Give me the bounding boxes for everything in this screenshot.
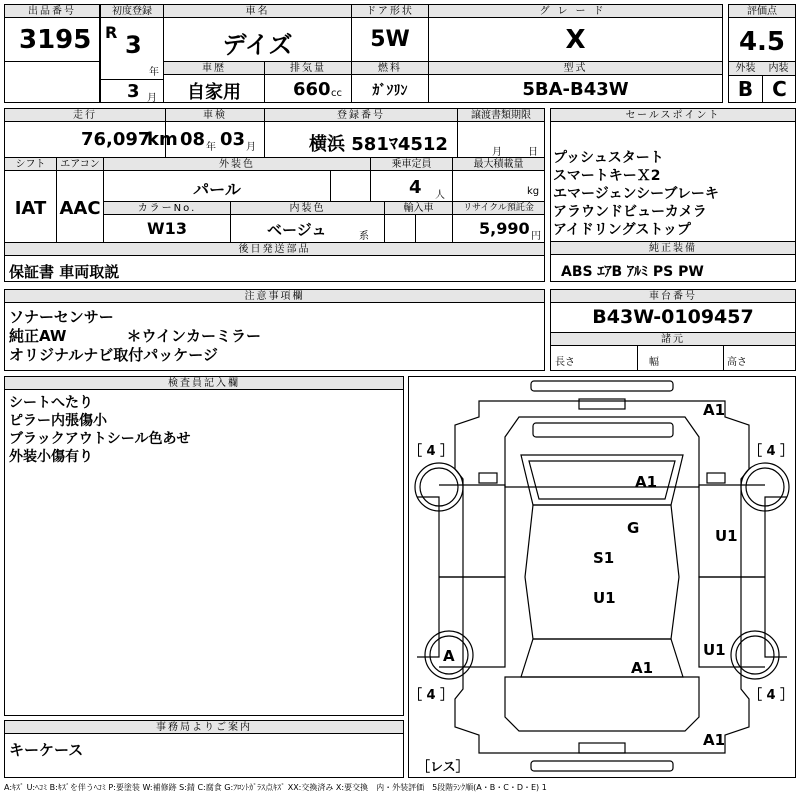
score-int-value: C xyxy=(772,77,787,101)
color-box xyxy=(103,157,371,202)
office-box xyxy=(4,720,404,778)
mark-a1-roof: A1 xyxy=(635,473,658,491)
capacity-value: 4 xyxy=(409,177,422,198)
fuel-box xyxy=(351,61,429,103)
car-name-value: デイズ xyxy=(222,31,293,59)
aircon-label: エアコン xyxy=(57,158,103,171)
max-load-label: 最大積載量 xyxy=(453,158,544,171)
aircon-box xyxy=(56,157,104,243)
later-parts-label: 後日発送部品 xyxy=(5,243,544,256)
inspection-month-unit: 月 xyxy=(246,142,256,153)
max-load-box xyxy=(452,157,545,202)
note-line: ソナーセンサー xyxy=(9,308,114,326)
mark-a1-front: A1 xyxy=(703,401,726,419)
inspector-list xyxy=(9,394,190,466)
mileage-unit: km xyxy=(147,129,178,150)
sales-points-box xyxy=(550,108,796,242)
chassis-value: B43W-0109457 xyxy=(592,306,754,328)
transfer-month-unit: 月 xyxy=(492,147,502,158)
inspection-box xyxy=(165,108,265,158)
tire-rear-right: ［ 4 ］ xyxy=(749,688,794,703)
lot-number-label: 出品番号 xyxy=(5,5,99,18)
mileage-label: 走行 xyxy=(5,109,165,122)
inspection-year: 08 xyxy=(180,129,206,150)
equipment-label: 純正装備 xyxy=(551,242,795,255)
sales-points-list xyxy=(553,149,719,239)
recycle-label: リサイクル預託金 xyxy=(453,202,544,215)
first-registration-box xyxy=(100,4,164,80)
score-ext-value: B xyxy=(737,77,754,101)
mileage-box xyxy=(4,108,178,158)
score-int-label: 内装 xyxy=(762,62,795,76)
recycle-box xyxy=(452,201,545,243)
dims-label: 諸元 xyxy=(551,333,795,346)
import-label: 輸入車 xyxy=(385,202,452,215)
plate-box xyxy=(264,108,458,158)
first-registration-era: R xyxy=(105,23,118,42)
car-diagram xyxy=(409,377,795,777)
history-value: 自家用 xyxy=(187,82,241,103)
fuel-value: ｶﾞｿﾘﾝ xyxy=(372,83,408,99)
mark-a1-bumper: A1 xyxy=(703,731,726,749)
interior-color-label: 内装色 xyxy=(231,202,384,215)
notes-box xyxy=(4,289,545,371)
dims-width: 幅 xyxy=(649,357,659,368)
import-box xyxy=(384,201,453,243)
capacity-unit: 人 xyxy=(435,190,445,201)
displacement-box xyxy=(264,61,352,103)
color-label: 外装色 xyxy=(104,158,370,171)
lot-blank-box xyxy=(4,61,100,103)
grade-value: X xyxy=(565,25,586,55)
mark-u1-right-rear: U1 xyxy=(703,641,726,659)
transfer-box xyxy=(457,108,545,158)
lot-number-box xyxy=(4,4,100,62)
inspection-month: 03 xyxy=(220,129,246,150)
shift-value: IAT xyxy=(14,198,47,219)
displacement-value: 660 xyxy=(293,79,331,100)
score-box xyxy=(728,4,796,62)
inspector-line: ブラックアウトシール色あせ xyxy=(9,431,191,447)
notes-label: 注意事項欄 xyxy=(5,290,544,303)
tire-front-left: ［ 4 ］ xyxy=(409,444,454,459)
capacity-label: 乗車定員 xyxy=(371,158,452,171)
score-value: 4.5 xyxy=(738,27,786,57)
shift-box xyxy=(4,157,57,243)
car-diagram-box xyxy=(408,376,796,778)
notes-list xyxy=(9,308,261,365)
grade-label: グレード xyxy=(429,5,722,18)
interior-color-value: ベージュ xyxy=(267,221,327,239)
model-label: 型式 xyxy=(429,62,722,75)
interior-color-suffix: 系 xyxy=(359,231,369,242)
sales-point-item: エマージェンシーブレーキ xyxy=(553,186,719,202)
max-load-unit: kg xyxy=(527,186,540,197)
lot-number-value: 3195 xyxy=(19,25,92,55)
door-label: ドア形状 xyxy=(352,5,428,18)
sales-point-item: スマートキーＸ2 xyxy=(553,168,661,184)
interior-color-box xyxy=(230,201,385,243)
door-value: 5W xyxy=(370,27,410,52)
first-registration-year: 3 xyxy=(125,31,142,59)
mark-u1-center: U1 xyxy=(593,589,616,607)
tire-spare: ［レス］ xyxy=(417,760,469,775)
mark-a-wheel: A xyxy=(443,647,455,665)
history-box xyxy=(163,61,265,103)
transfer-label: 譲渡書類期限 xyxy=(458,109,544,122)
first-registration-year-unit: 年 xyxy=(149,67,159,78)
color-value: パール xyxy=(193,180,241,199)
shift-label: シフト xyxy=(5,158,56,171)
score-ext-int-box xyxy=(728,61,796,103)
tire-rear-left: ［ 4 ］ xyxy=(409,688,454,703)
transfer-day-unit: 日 xyxy=(528,147,538,158)
color-no-box xyxy=(103,201,231,243)
office-value: キーケース xyxy=(9,741,84,759)
model-box xyxy=(428,61,723,103)
door-box xyxy=(351,4,429,62)
color-no-value: W13 xyxy=(147,219,187,238)
aircon-value: AAC xyxy=(59,198,101,219)
score-label: 評価点 xyxy=(729,5,795,18)
grade-box xyxy=(428,4,723,62)
inspector-line: 外装小傷有り xyxy=(9,449,93,465)
note-line: 純正AW ＊ウインカーミラー xyxy=(9,327,262,345)
dims-length: 長さ xyxy=(555,357,575,368)
chassis-label: 車台番号 xyxy=(551,290,795,303)
inspector-label: 検査員記入欄 xyxy=(5,377,403,390)
model-value: 5BA-B43W xyxy=(522,79,629,100)
mark-a1-rear-panel: A1 xyxy=(631,659,654,677)
plate-label: 登録番号 xyxy=(265,109,457,122)
mileage-value: 76,097 xyxy=(81,129,151,150)
displacement-label: 排気量 xyxy=(265,62,351,75)
note-line: オリジナルナビ取付パッケージ xyxy=(9,346,218,364)
sales-point-item: アイドリングストップ xyxy=(553,222,691,238)
sales-point-item: アラウンドビューカメラ xyxy=(553,204,707,220)
inspector-line: ピラー内張傷小 xyxy=(9,413,107,429)
chassis-box xyxy=(550,289,796,371)
sales-points-label: セールスポイント xyxy=(551,109,795,122)
mark-g: G xyxy=(627,519,640,537)
equipment-value: ABS ｴｱB ｱﾙﾐ PS PW xyxy=(561,264,704,280)
recycle-value: 5,990 xyxy=(479,219,530,238)
tire-front-right: ［ 4 ］ xyxy=(749,444,794,459)
inspection-year-unit: 年 xyxy=(206,142,216,153)
score-ext-label: 外装 xyxy=(729,62,763,76)
office-label: 事務局よりご案内 xyxy=(5,721,403,734)
mark-u1-right-door: U1 xyxy=(715,527,738,545)
displacement-unit: cc xyxy=(331,88,342,99)
inspection-label: 車検 xyxy=(166,109,264,122)
first-registration-month-unit: 月 xyxy=(147,93,157,104)
fuel-label: 燃料 xyxy=(352,62,428,75)
recycle-unit: 円 xyxy=(531,231,541,242)
later-parts-box xyxy=(4,242,545,282)
history-label: 車歴 xyxy=(164,62,264,75)
first-registration-label: 初度登録 xyxy=(101,5,163,18)
later-parts-value: 保証書 車両取説 xyxy=(9,263,120,281)
sales-point-item: プッシュスタート xyxy=(553,150,664,166)
first-registration-month: 3 xyxy=(127,81,140,102)
car-name-label: 車名 xyxy=(164,5,351,18)
first-registration-month-box xyxy=(100,79,164,103)
color-no-label: カラーNo. xyxy=(104,202,230,215)
dims-height: 高さ xyxy=(727,357,747,368)
inspector-line: シートへたり xyxy=(9,395,93,411)
mark-s1: S1 xyxy=(593,549,615,567)
capacity-box xyxy=(370,157,453,202)
inspector-box xyxy=(4,376,404,716)
car-name-box xyxy=(163,4,352,62)
plate-value: 横浜 581ﾏ4512 xyxy=(309,134,448,155)
legend-text: A:ｷｽﾞ U:ﾍｺﾐ B:ｷｽﾞを伴うﾍｺﾐ P:要塗装 W:補修跡 S:錆 C:腐食 G:ﾌﾛﾝﾄｶﾞﾗｽ点ｷｽﾞ XX:交換済み X:要交換 内・外装評価 5段階ﾗﾝｸ順(A・B・C・D・E) 1 xyxy=(4,783,547,792)
equipment-box xyxy=(550,241,796,282)
